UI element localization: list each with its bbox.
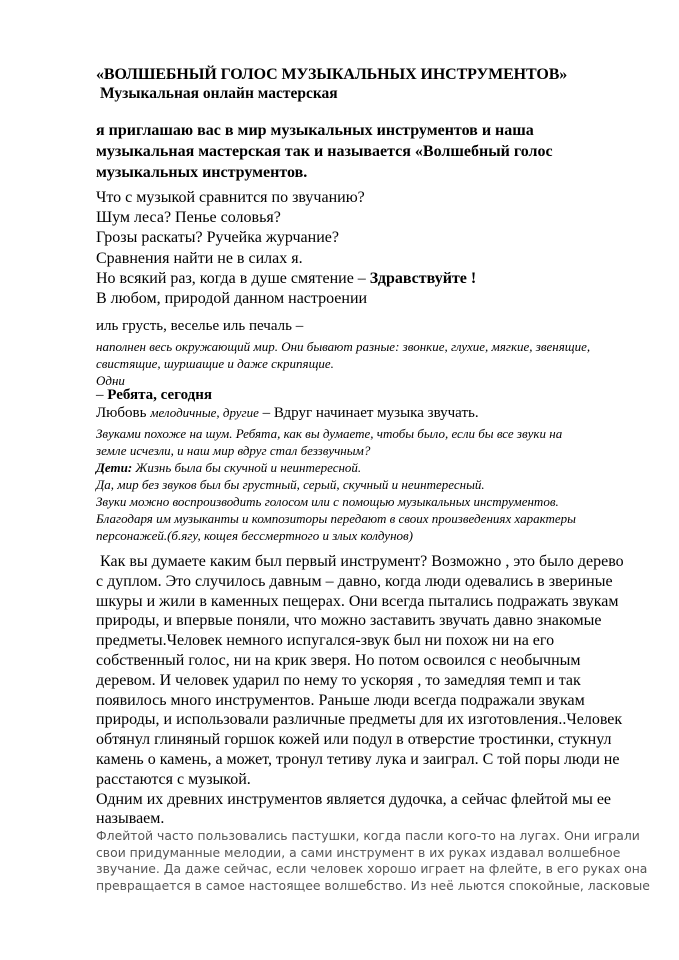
rebyata-line	[96, 387, 212, 404]
intro-line: музыкальных инструментов.	[96, 164, 308, 181]
love-suffix: – Вдруг начинает музыка звучать.	[258, 405, 479, 421]
intro-paragraph	[96, 120, 616, 183]
after-line: персонажей.(б.ягу, кощея бессмертного и злых колдунов)	[96, 528, 413, 543]
poem-line: Шум леса? Пенье соловья?	[96, 209, 281, 227]
after-line: Благодаря им музыканты и композиторы передают в своих произведениях характеры	[96, 511, 576, 526]
document-title: «ВОЛШЕБНЫЙ ГОЛОС МУЗЫКАЛЬНЫХ ИНСТРУМЕНТОВ»	[96, 66, 568, 83]
prose-line: предметы.Человек немного испугался-звук был ни похож ни на его	[96, 632, 555, 650]
rebyata-bold: Ребята, сегодня	[107, 387, 213, 403]
love-line	[96, 405, 479, 422]
after-line: Звуки можно воспроизводить голосом или с помощью музыкальных инструментов.	[96, 494, 559, 509]
prose-line: деревом. И человек ударил по нему то ускоряя , то замедляя темп и так	[96, 671, 581, 689]
dash: –	[96, 387, 108, 403]
tail-line: звучание. Да даже сейчас, если человек хорошо играет на флейте, в его руках она	[96, 861, 648, 877]
prose-line: Одним их древних инструментов является дудочка, а сейчас флейтой мы ее	[96, 790, 612, 808]
prose-line: шкуры и жили в каменных пещерах. Они всегда пытались подражать звукам	[96, 592, 619, 610]
love-italic: мелодичные, другие	[150, 405, 259, 420]
question-line: земле исчезли, и наш мир вдруг стал беззвучным?	[96, 443, 371, 458]
poem-line: Что с музыкой сравнится по звучанию?	[96, 189, 365, 206]
question-line: Звуками похоже на шум. Ребята, как вы думаете, чтобы было, если бы все звуки на	[96, 426, 563, 441]
poem	[96, 188, 616, 309]
tail-line: свои придуманные мелодии, а сами инструмент в их руках издавал волшебное	[96, 844, 621, 860]
document-subtitle: Музыкальная онлайн мастерская	[100, 85, 338, 102]
poem-line-greeting	[96, 269, 616, 289]
children-answer: Жизнь была бы скучной и неинтересной.	[132, 460, 362, 475]
tail-line: превращается в самое настоящее волшебство. Из неё льются спокойные, ласковые	[96, 877, 650, 893]
flute-paragraph	[96, 828, 650, 894]
after-line: Да, мир без звуков был бы грустный, серый, скучный и неинтересный.	[96, 477, 485, 492]
fills-world-line: наполнен весь окружающий мир. Они бывают разные: звонкие, глухие, мягкие, звенящие,	[96, 339, 591, 354]
prose-line: собственный голос, ни на крик зверя. Но потом освоился с необычным	[96, 651, 581, 669]
intro-line: я приглашаю вас в мир музыкальных инструментов и наша	[96, 122, 534, 139]
prose-line: Как вы думаете каким был первый инструмент? Возможно , это было дерево	[100, 553, 624, 570]
intro-line: музыкальная мастерская так и называется «Волшебный голос	[96, 143, 553, 160]
sadness-line: иль грусть, веселье иль печаль –	[96, 318, 304, 334]
children-label: Дети:	[96, 460, 133, 475]
odni-line: Одни	[96, 373, 125, 388]
tail-line: Флейтой часто пользовались пастушки, когда пасли кого-то на лугах. Они играли	[96, 828, 640, 843]
poem-line: Сравнения найти не в силах я.	[96, 249, 303, 267]
love-prefix: Любовь	[96, 405, 151, 421]
prose-line: появилось много инструментов. Раньше люди всегда подражали звукам	[96, 691, 585, 709]
prose-line: расстаются с музыкой.	[96, 770, 251, 788]
prose-line: природы, и впервые поняли, что можно заставить звучать давно знакомые	[96, 612, 602, 630]
prose-line: обтянул глиняный горшок кожей или подул в отверстие тростинки, стукнул	[96, 731, 612, 749]
children-line	[96, 459, 361, 477]
prose-line: камень о камень, а может, тронул тетиву лука и заиграл. С той поры люди не	[96, 750, 620, 768]
prose-line: с дуплом. Это случилось давным – давно, когда люди одевались в звериные	[96, 572, 613, 590]
fills-world-line: свистящие, шуршащие и даже скрипящие.	[96, 356, 334, 371]
poem-line: В любом, природой данном настроении	[96, 290, 368, 308]
history-paragraph	[96, 552, 624, 829]
poem-line: Грозы раскаты? Ручейка журчание?	[96, 229, 339, 247]
prose-line: называем.	[96, 810, 165, 828]
poem-line: Но всякий раз, когда в душе смятение –	[96, 269, 370, 287]
prose-line: природы, и использовали различные предметы для их изготовления..Человек	[96, 711, 623, 729]
poem-greeting: Здравствуйте !	[369, 269, 477, 287]
